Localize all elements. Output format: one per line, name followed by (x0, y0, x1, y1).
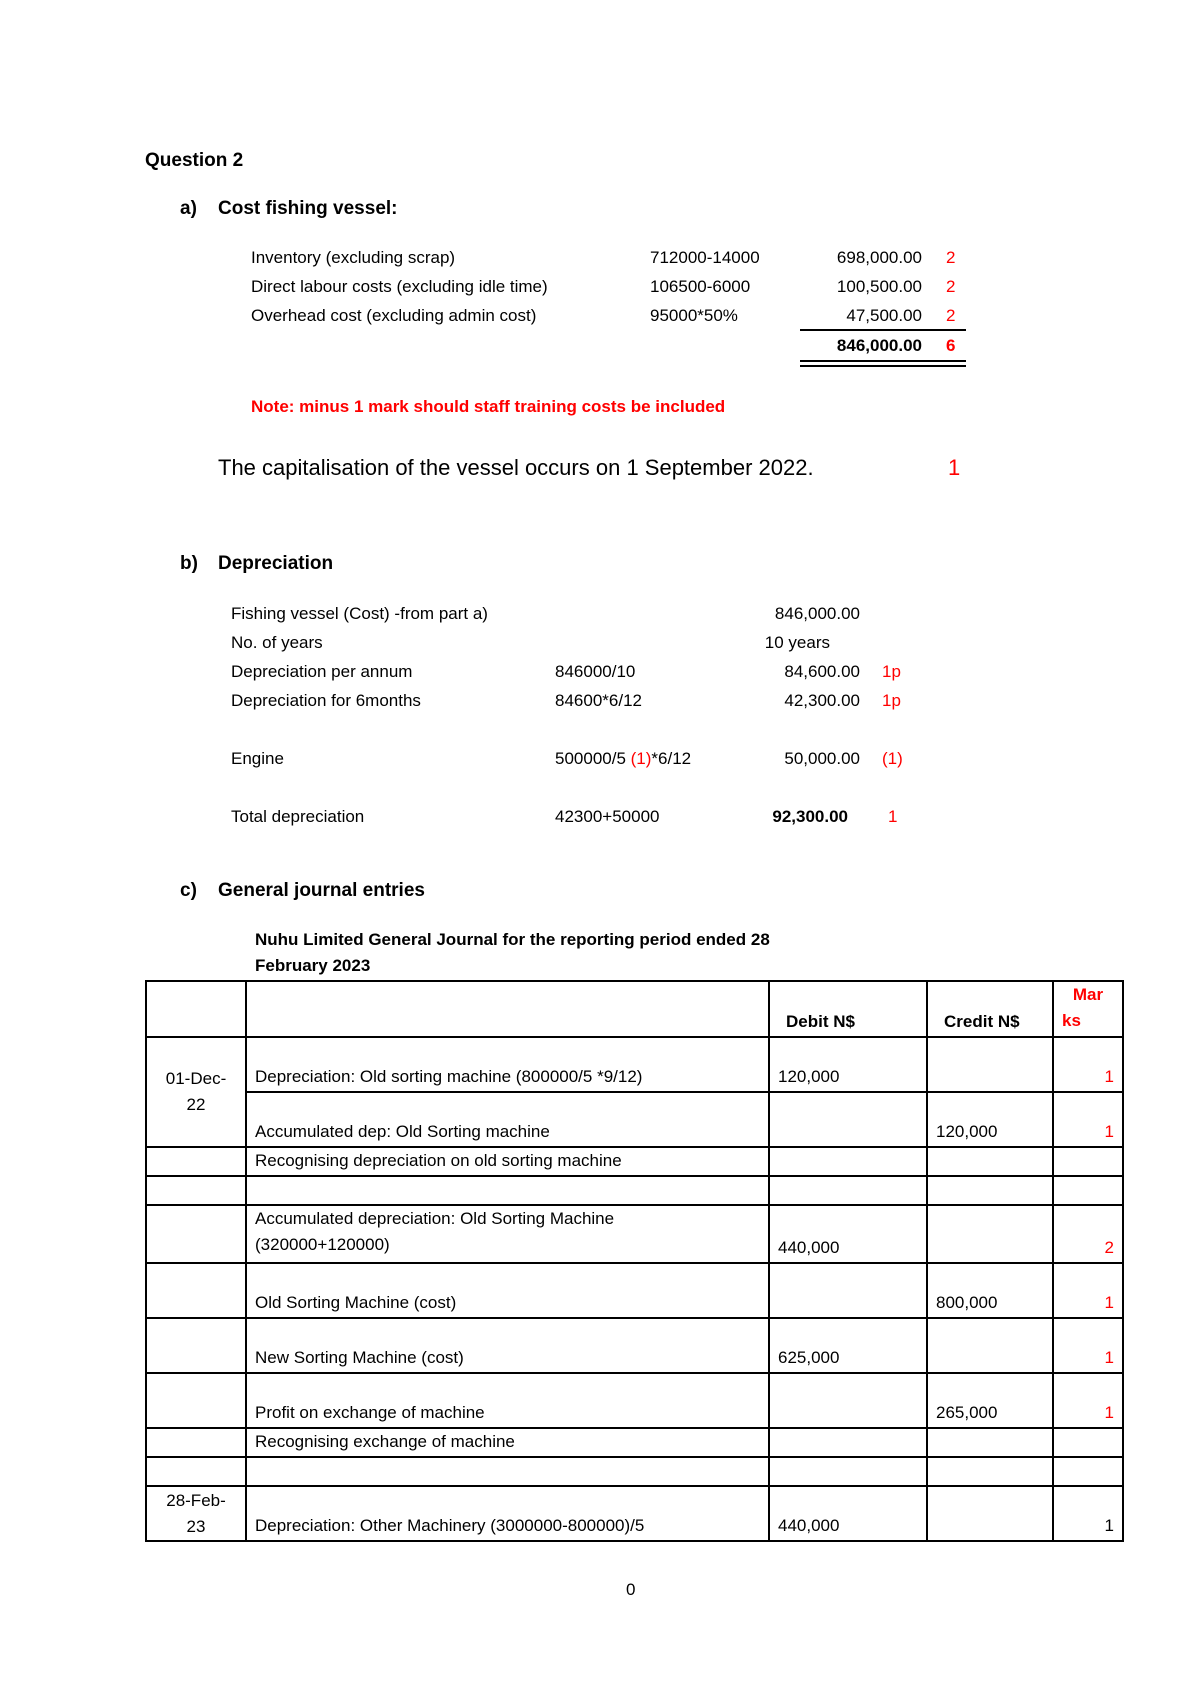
entry2-old-cost-amount: 800,000 (927, 1263, 1053, 1318)
entry2-new-cost-amount: 625,000 (769, 1318, 927, 1373)
subtotal-rule (800, 329, 966, 331)
header-desc-cell (246, 981, 769, 1037)
entry2-narration: Recognising exchange of machine (246, 1428, 769, 1457)
entry1-date (146, 1037, 246, 1147)
part-a-calc: 95000*50% (650, 306, 738, 325)
entry1-date-line2: 22 (186, 1095, 206, 1114)
part-b-mark: 1p (882, 662, 901, 681)
page-number: 0 (626, 1580, 636, 1599)
entry2-profit-amount: 265,000 (927, 1373, 1053, 1428)
table-row (146, 1373, 1123, 1428)
empty-cell (927, 1486, 1053, 1541)
empty-cell (927, 1176, 1053, 1205)
entry3-amount: 440,000 (769, 1486, 927, 1541)
part-b-calc: 846000/10 (555, 662, 636, 681)
engine-mark: (1) (882, 749, 903, 768)
part-b-amount: 84,600.00 (784, 662, 860, 681)
table-row (146, 1486, 1123, 1541)
entry1-date-line1: 01-Dec- (165, 1069, 227, 1088)
entry1-dr-desc: Depreciation: Old sorting machine (800000/5 *9/12) (246, 1037, 769, 1092)
engine-amount: 50,000.00 (784, 749, 860, 768)
header-debit: Debit N$ (769, 981, 927, 1037)
part-b-calc: 84600*6/12 (555, 691, 642, 710)
empty-cell (927, 1318, 1053, 1373)
empty-cell (246, 1176, 769, 1205)
part-a-amount: 100,500.00 (836, 277, 922, 296)
part-a-mark: 2 (946, 277, 956, 296)
staff-training-note: Note: minus 1 mark should staff training costs be included (251, 397, 726, 416)
total-depreciation-desc: Total depreciation (231, 807, 365, 826)
question-title: Question 2 (145, 150, 244, 171)
entry1-cr-mark: 1 (1053, 1092, 1123, 1147)
empty-cell (927, 1205, 1053, 1263)
part-a-amount: 698,000.00 (836, 248, 922, 267)
table-row (146, 1457, 1123, 1486)
table-row (146, 1037, 1123, 1092)
part-b-amount: 42,300.00 (784, 691, 860, 710)
entry2-acc-dep-line2: (320000+120000) (255, 1235, 390, 1254)
empty-cell (927, 1147, 1053, 1176)
part-a-total-mark: 6 (946, 336, 956, 355)
engine-calc-prefix: 500000/5 (555, 749, 631, 768)
journal-title-line2: February 2023 (255, 956, 371, 975)
empty-cell (146, 1205, 246, 1263)
capitalisation-statement: The capitalisation of the vessel occurs on 1 September 2022. (218, 455, 814, 480)
part-b-label: b) (180, 553, 198, 574)
empty-cell (927, 1428, 1053, 1457)
empty-cell (1053, 1147, 1123, 1176)
table-row (146, 1318, 1123, 1373)
table-row (146, 1147, 1123, 1176)
table-row (146, 1092, 1123, 1147)
empty-cell (769, 1457, 927, 1486)
engine-calc (555, 749, 691, 769)
header-marks-line2: ks (1062, 1011, 1081, 1030)
total-depreciation-amount: 92,300.00 (772, 807, 848, 826)
entry3-date-line2: 23 (186, 1516, 206, 1536)
empty-cell (246, 1457, 769, 1486)
part-b-amount: 10 years (764, 633, 830, 652)
part-b-desc: No. of years (231, 633, 323, 652)
empty-cell (146, 1373, 246, 1428)
part-b-mark: 1p (882, 691, 901, 710)
entry3-mark: 1 (1053, 1486, 1123, 1541)
part-a-amount: 47,500.00 (846, 306, 922, 325)
empty-cell (146, 1263, 246, 1318)
entry1-cr-amount: 120,000 (927, 1092, 1053, 1147)
empty-cell (769, 1373, 927, 1428)
journal-title-line1: Nuhu Limited General Journal for the reporting period ended 28 (255, 930, 770, 949)
empty-cell (1053, 1428, 1123, 1457)
part-a-mark: 2 (946, 306, 956, 325)
entry2-new-cost-desc: New Sorting Machine (cost) (246, 1318, 769, 1373)
table-row (146, 1263, 1123, 1318)
entry2-acc-dep-line1: Accumulated depreciation: Old Sorting Machine (255, 1209, 615, 1228)
empty-cell (146, 1318, 246, 1373)
part-a-calc: 106500-6000 (650, 277, 751, 296)
table-row (146, 1428, 1123, 1457)
part-a-label: a) (180, 198, 197, 219)
empty-cell (769, 1176, 927, 1205)
part-a-heading: Cost fishing vessel: (218, 198, 398, 219)
part-a-desc: Direct labour costs (excluding idle time) (251, 277, 548, 296)
part-b-amount: 846,000.00 (774, 604, 860, 623)
header-date-cell (146, 981, 246, 1037)
entry3-desc: Depreciation: Other Machinery (3000000-800000)/5 (246, 1486, 769, 1541)
total-rule-lower (800, 365, 966, 367)
part-b-heading: Depreciation (218, 553, 334, 574)
engine-calc-suffix: *6/12 (651, 749, 692, 768)
empty-cell (146, 1457, 246, 1486)
header-marks-line1: Mar (1072, 985, 1104, 1004)
part-a-mark: 2 (946, 248, 956, 267)
table-row (146, 1176, 1123, 1205)
empty-cell (1053, 1457, 1123, 1486)
header-credit: Credit N$ (927, 981, 1053, 1037)
part-a-desc: Inventory (excluding scrap) (251, 248, 456, 267)
entry1-dr-amount: 120,000 (769, 1037, 927, 1092)
entry1-narration: Recognising depreciation on old sorting machine (246, 1147, 769, 1176)
part-a-desc: Overhead cost (excluding admin cost) (251, 306, 537, 325)
total-depreciation-mark: 1 (888, 807, 898, 826)
engine-calc-mark: (1) (630, 749, 652, 768)
part-c-heading: General journal entries (218, 880, 425, 901)
part-b-desc: Depreciation for 6months (231, 691, 421, 710)
total-rule-upper (800, 360, 966, 362)
empty-cell (146, 1176, 246, 1205)
entry3-date-line1: 28-Feb- (166, 1490, 226, 1510)
entry2-old-cost-mark: 1 (1053, 1263, 1123, 1318)
entry1-cr-desc: Accumulated dep: Old Sorting machine (246, 1092, 769, 1147)
empty-cell (769, 1428, 927, 1457)
empty-cell (146, 1428, 246, 1457)
general-journal-table (145, 980, 1124, 1542)
empty-cell (769, 1263, 927, 1318)
table-row (146, 1205, 1123, 1263)
header-marks (1053, 981, 1123, 1037)
entry2-acc-dep-desc (246, 1205, 769, 1263)
empty-cell (769, 1147, 927, 1176)
empty-cell (146, 1147, 246, 1176)
total-depreciation-calc: 42300+50000 (555, 807, 660, 826)
empty-cell (1053, 1176, 1123, 1205)
part-a-calc: 712000-14000 (650, 248, 760, 267)
engine-desc: Engine (231, 749, 284, 768)
entry1-dr-mark: 1 (1053, 1037, 1123, 1092)
entry2-acc-dep-amount: 440,000 (769, 1205, 927, 1263)
empty-cell (927, 1457, 1053, 1486)
entry1-empty-credit (927, 1037, 1053, 1092)
entry2-profit-desc: Profit on exchange of machine (246, 1373, 769, 1428)
part-b-desc: Depreciation per annum (231, 662, 413, 681)
journal-header-row (146, 981, 1123, 1037)
part-c-label: c) (180, 880, 197, 901)
entry2-new-cost-mark: 1 (1053, 1318, 1123, 1373)
capitalisation-mark: 1 (948, 455, 961, 480)
entry2-acc-dep-mark: 2 (1053, 1205, 1123, 1263)
part-a-total-amount: 846,000.00 (836, 336, 922, 355)
entry2-old-cost-desc: Old Sorting Machine (cost) (246, 1263, 769, 1318)
entry3-date (146, 1486, 246, 1541)
entry1-empty-debit (769, 1092, 927, 1147)
part-b-desc: Fishing vessel (Cost) -from part a) (231, 604, 488, 623)
entry2-profit-mark: 1 (1053, 1373, 1123, 1428)
